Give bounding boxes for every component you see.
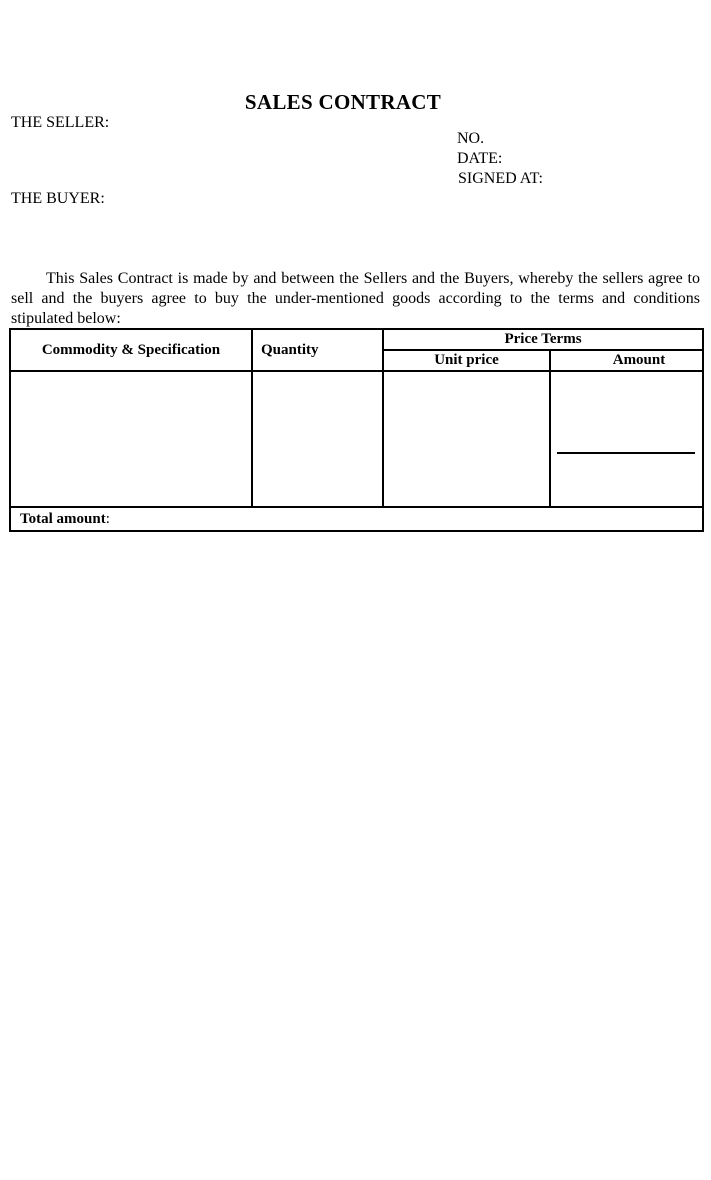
table-header-row bbox=[10, 329, 703, 350]
price-terms-header: Price Terms bbox=[383, 329, 703, 350]
total-amount-colon: : bbox=[105, 510, 110, 527]
contract-number-label: NO. bbox=[457, 130, 485, 147]
table-row bbox=[10, 371, 703, 507]
signed-at-label: SIGNED AT: bbox=[458, 170, 543, 187]
contract-intro-paragraph: This Sales Contract is made by and between the Sellers and the Buyers, whereby the sellers agree to sell and the buyers agree to buy the under-mentioned goods according to the terms and conditions stipulated below: bbox=[11, 270, 700, 327]
page-title: SALES CONTRACT bbox=[244, 90, 442, 114]
buyer-label: THE BUYER: bbox=[11, 190, 105, 207]
total-amount-label: Total amount bbox=[20, 510, 106, 527]
contract-date-label: DATE: bbox=[457, 150, 503, 167]
unit-price-header: Unit price bbox=[383, 350, 550, 371]
commodity-header: Commodity & Specification bbox=[10, 329, 252, 371]
quantity-cell[interactable] bbox=[252, 371, 383, 507]
quantity-header: Quantity bbox=[252, 329, 383, 371]
total-amount-cell[interactable] bbox=[10, 507, 703, 531]
total-row bbox=[10, 507, 703, 531]
amount-header: Amount bbox=[550, 350, 703, 371]
seller-label: THE SELLER: bbox=[11, 114, 110, 131]
commodity-cell[interactable] bbox=[10, 371, 252, 507]
amount-subtotal-line bbox=[557, 452, 695, 454]
amount-cell[interactable] bbox=[550, 371, 703, 507]
goods-table bbox=[9, 328, 704, 532]
unit-price-cell[interactable] bbox=[383, 371, 550, 507]
